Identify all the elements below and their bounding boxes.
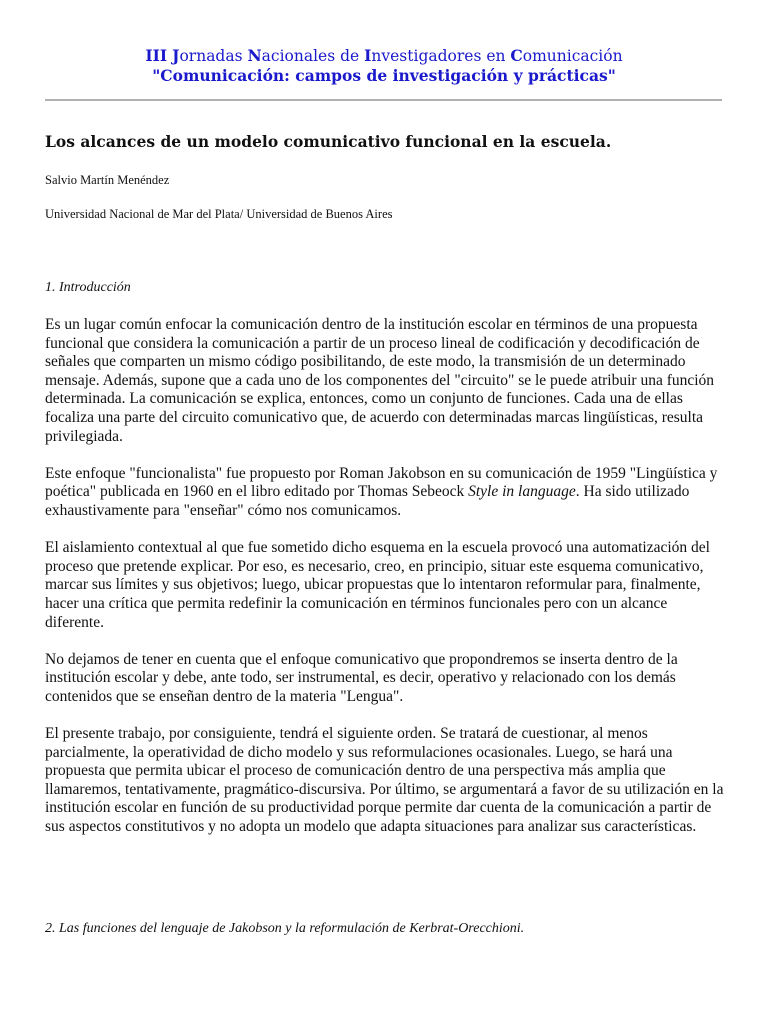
header-part: I <box>364 46 372 65</box>
header-part: C <box>510 46 523 65</box>
header-part: nvestigadores en <box>371 47 511 65</box>
header-part: III <box>145 46 168 65</box>
header-part: J <box>172 46 180 65</box>
paragraph-5: El presente trabajo, por consiguiente, tendrá el siguiente orden. Se tratará de cuestionar, al menos parcialmente, la operatividad de dicho modelo y sus reformulaciones ocasionales. Luego, se hará una propuesta que permita ubicar el proceso de comunicación dentro de una perspectiva más amplia que llamaremos, tentativamente, pragmático-discursiva. Por último, se argumentará a favor de su utilización en la institución escolar en función de su productividad porque permite dar cuenta de la comunicación a partir de sus aspectos constitutivos y no adopta un modelo que adapta situaciones para analizar sus características. <box>45 725 724 836</box>
conference-title <box>0 46 768 66</box>
paragraph-2-text-end: . Ha sido utilizado exhaustivamente para "enseñar" cómo nos comunicamos. <box>45 483 690 519</box>
header-part: omunicación <box>522 47 623 65</box>
header-part: N <box>247 46 262 65</box>
book-title-italic: Style in language <box>468 483 576 501</box>
conference-header <box>0 46 768 86</box>
section-heading-introduccion: 1. Introducción <box>45 280 131 295</box>
affiliation: Universidad Nacional de Mar del Plata/ Universidad de Buenos Aires <box>45 207 393 221</box>
conference-subtitle: "Comunicación: campos de investigación y prácticas" <box>152 66 616 85</box>
paragraph-3: El aislamiento contextual al que fue sometido dicho esquema en la escuela provocó una automatización del proceso que pretende explicar. Por eso, es necesario, creo, en principio, situar este esquema comunicativo, marcar sus límites y sus objetivos; luego, ubicar propuestas que lo intentaron reformular para, finalmente, hacer una crítica que permita redefinir la comunicación en términos funcionales pero con un alcance diferente. <box>45 539 710 631</box>
paragraph-1: Es un lugar común enfocar la comunicación dentro de la institución escolar en términos de una propuesta funcional que considera la comunicación a partir de un proceso lineal de codificación y decodificación de señales que comparten un mismo código posibilitando, de este modo, la transmisión de un determinado mensaje. Además, supone que a cada uno de los componentes del "circuito" se le puede atribuir una función determinada. La comunicación se explica, entonces, como un conjunto de funciones. Cada una de ellas focaliza una parte del circuito comunicativo que, de acuerdo con determinadas marcas lingüísticas, resulta privilegiada. <box>45 316 715 445</box>
header-part: acionales de <box>261 47 365 65</box>
horizontal-rule <box>45 99 722 101</box>
section-heading-funciones: 2. Las funciones del lenguaje de Jakobson y la reformulación de Kerbrat-Orecchioni. <box>45 920 525 936</box>
paragraph-4: No dejamos de tener en cuenta que el enfoque comunicativo que propondremos se inserta dentro de la institución escolar y debe, ante todo, ser instrumental, es decir, operativo y relacionado con los demás contenidos que se enseñan dentro de la materia "Lengua". <box>45 650 678 705</box>
document-body <box>45 130 725 939</box>
author-name: Salvio Martín Menéndez <box>45 173 170 187</box>
header-part: ornadas <box>179 47 248 65</box>
paper-title: Los alcances de un modelo comunicativo funcional en la escuela. <box>45 132 612 151</box>
paragraph-2 <box>45 465 725 521</box>
paragraph-2-text: Este enfoque "funcionalista" fue propuesto por Roman Jakobson en su comunicación de 1959 "Lingüística y poética" publicada en 1960 en el libro editado por Thomas Sebeock <box>45 464 718 501</box>
